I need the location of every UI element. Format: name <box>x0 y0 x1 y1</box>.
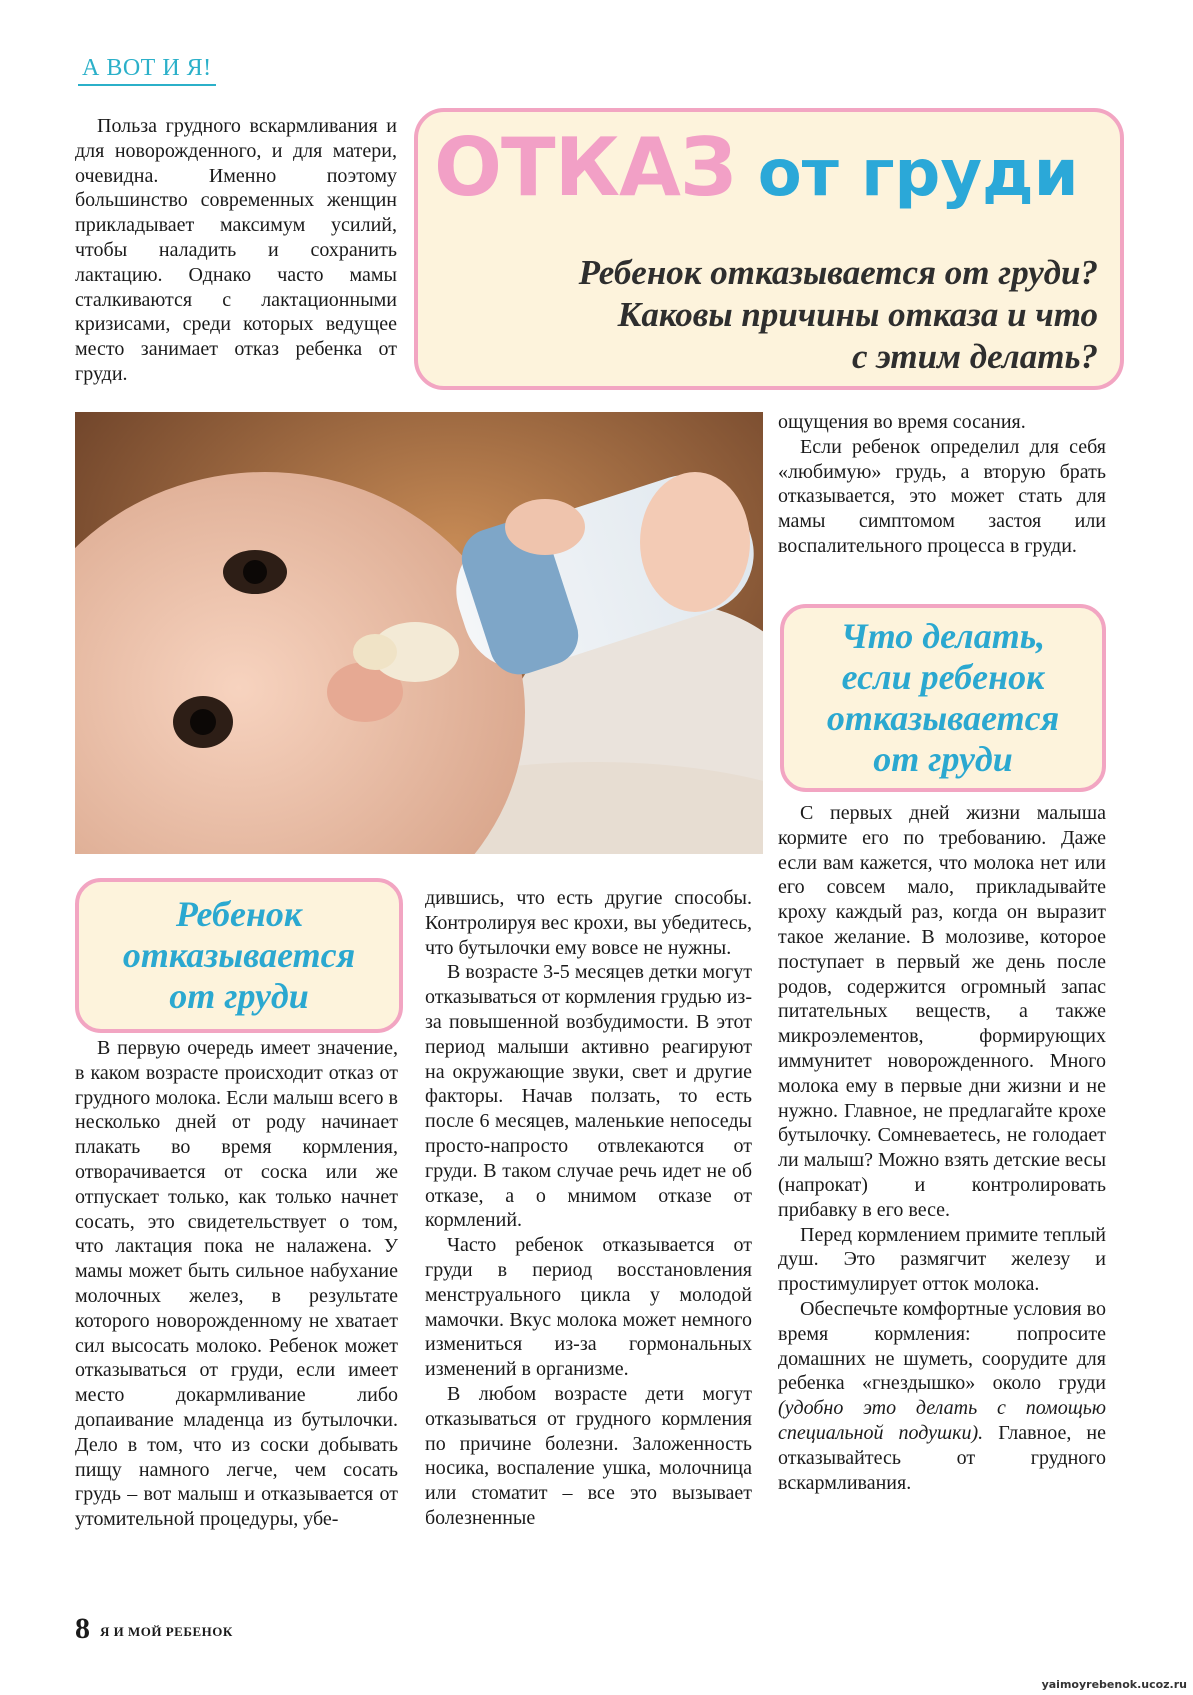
section1-heading-line: от груди <box>169 976 309 1016</box>
section1-heading-line: отказывается <box>122 935 356 975</box>
paragraph-italic-note: (удобно это делать с помощью специальной подушки). <box>778 1397 1106 1444</box>
title-box <box>414 108 1124 390</box>
paragraph: ощущения во время сосания. <box>778 411 1026 433</box>
column-2-text <box>425 886 752 1531</box>
title-word-otkaz: ОТКАЗ <box>434 121 736 214</box>
column-1-text <box>75 1036 398 1532</box>
paragraph: В любом возрасте дети могут отказываться от грудного кормления по причине болезни. Заложенность носика, воспаление ушка, молочница или стоматит – все это вызывает болезненные <box>425 1382 752 1529</box>
subtitle <box>438 252 1098 378</box>
subtitle-line: с этим делать? <box>852 337 1098 376</box>
title-line <box>434 121 1079 214</box>
paragraph-text: Главное, не отказывайтесь от грудного вскармливания. <box>778 1421 1107 1494</box>
title-word-ot-grudi: от груди <box>757 137 1079 211</box>
section2-heading-line: если ребенок <box>841 657 1045 697</box>
watermark: yaimoyrebenok.ucoz.ru <box>1041 1678 1187 1691</box>
section2-heading-line: отказывается <box>826 698 1060 738</box>
column-3-top-text <box>778 410 1106 559</box>
magazine-name: Я И МОЙ РЕБЕНОК <box>100 1624 233 1639</box>
paragraph: Часто ребенок отказывается от груди в период восстановления менструального цикла у молодой мамочки. Вкус молока может немного измениться из-за гормональных изменений в организме. <box>425 1234 752 1381</box>
section2-heading-line: от груди <box>873 739 1013 779</box>
paragraph-text: Обеспечьте комфортные условия во время кормления: попросите домашних не шуметь, соорудите для ребенка «гнездышко» около груди <box>778 1297 1106 1395</box>
intro-text <box>75 114 397 387</box>
paragraph: дившись, что есть другие способы. Контролируя вес крохи, вы убедитесь, что бутылочки ему вовсе не нужны. <box>425 887 752 959</box>
section2-heading-line: Что делать, <box>840 616 1046 656</box>
section1-heading-line: Ребенок <box>175 894 303 934</box>
baby-bottle-photo <box>75 412 763 854</box>
column-3-bottom-text <box>778 801 1106 1495</box>
paragraph: Если ребенок определил для себя «любимую» грудь, а вторую брать отказывается, это может стать для мамы симптомом застоя или воспалительного процесса в груди. <box>778 435 1106 557</box>
section1-heading <box>75 878 403 1033</box>
subtitle-line: Ребенок отказывается от груди? <box>578 253 1098 292</box>
intro-paragraph: Польза грудного вскармливания и для новорожденного, и для матери, очевидна. Именно поэтому большинство современных женщин прикладывает максимум усилий, чтобы наладить и сохранить лактацию. Однако часто мамы сталкиваются с лактационными кризисами, среди которых ведущее место занимает отказ ребенка от груди. <box>75 115 397 385</box>
paragraph: С первых дней жизни малыша кормите его по требованию. Даже если вам кажется, что молока нет или его совсем мало, прикладывайте кроху каждый раз, когда он выразит такое желание. В молозиве, которое поступает в первый же день после родов, содержится огромный запас питательных веществ, а также микроэлементов, формирующих иммунитет новорожденного. Много молока ему в первые дни жизни и не нужно. Главное, не предлагайте крохе бутылочку. Сомневаетесь, не голодает ли малыш? Можно взять детские весы (напрокат) и контролировать прибавку в его весе. <box>778 802 1106 1221</box>
page-number: 8 <box>75 1612 90 1645</box>
paragraph <box>778 1297 1106 1495</box>
paragraph: В возрасте 3-5 месяцев детки могут отказываться от кормления грудью из-за повышенной возбудимости. В этот период малыши активно реагируют на окружающие звуки, свет и другие факторы. Начав ползать, то есть после 6 месяцев, маленькие непоседы просто-напросто отвлекаются от груди. В таком случае речь идет не об отказе, а о мнимом отказе от кормлений. <box>425 961 752 1232</box>
section2-heading <box>780 604 1106 792</box>
paragraph: В первую очередь имеет значение, в каком возрасте происходит отказ от грудного молока. Если малыш всего в несколько дней от роду начинает плакать во время кормления, отворачивается от соска или же отпускает только, как только начнет сосать, это свидетельствует о том, что лактация пока не налажена. У мамы может быть сильное набухание молочных желез, в результате которого новорожденному не хватает сил высосать молоко. Ребенок может отказываться от груди, если имеет место докармливание либо допаивание младенца из бутылочки. Дело в том, что из соски добывать пищу намного легче, чем сосать грудь – вот малыш и отказывается от утомительной процедуры, убе- <box>75 1037 398 1531</box>
photo-illustration <box>75 412 763 854</box>
paragraph: Перед кормлением примите теплый душ. Это размягчит железу и простимулирует отток молока. <box>778 1223 1106 1296</box>
subtitle-line: Каковы причины отказа и что <box>617 295 1098 334</box>
section-label: А ВОТ И Я! <box>78 55 216 86</box>
